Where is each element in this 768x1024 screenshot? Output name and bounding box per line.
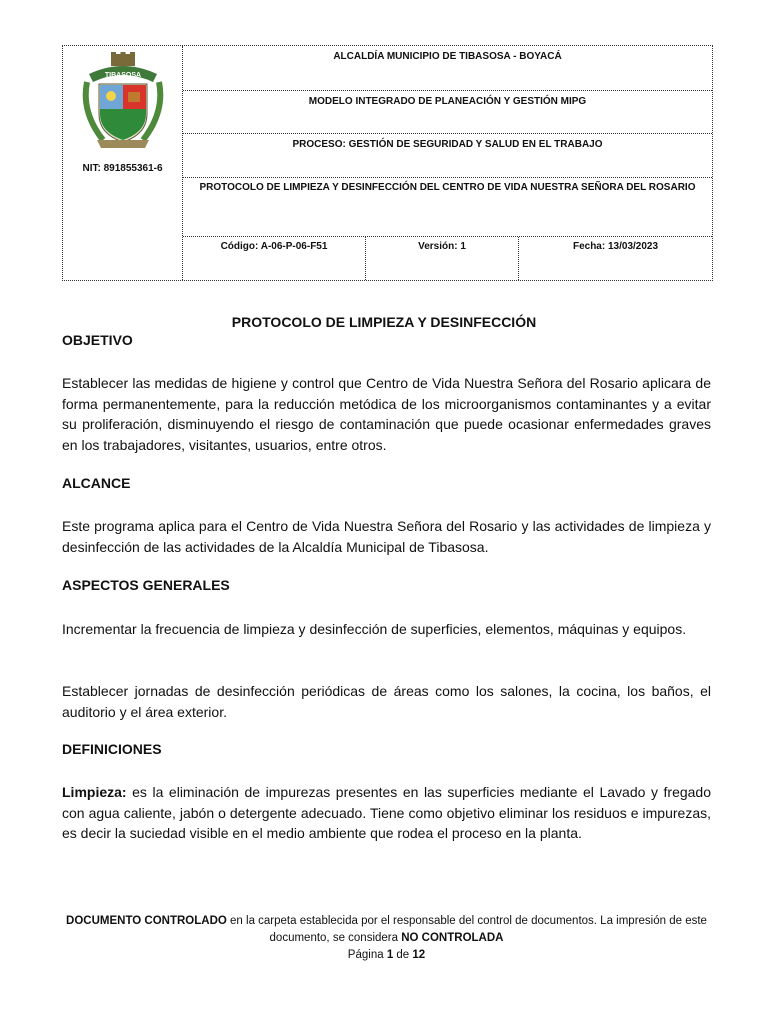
general-aspects-paragraph-1: Incrementar la frecuencia de limpieza y desinfección de superficies, elementos, máquinas y equipos.	[62, 621, 687, 637]
cleaning-definition	[62, 782, 711, 844]
objective-text: Establecer las medidas de higiene y control que Centro de Vida Nuestra Señora del Rosario aplicara de forma permanentemente, para la reducción metódica de los microorganismos contaminantes y a evitar su proliferación, disminuyendo el riesgo de contaminación que puede ocasionar enfermedades graves en los trabajadores, visitantes, usuarios, entre otros.	[62, 375, 711, 453]
process-name: PROCESO: GESTIÓN DE SEGURIDAD Y SALUD EN EL TRABAJO	[183, 134, 712, 178]
scope-text: Este programa aplica para el Centro de Vida Nuestra Señora del Rosario y las actividades de limpieza y desinfección de las actividades de la Alcaldía Municipal de Tibasosa.	[62, 518, 711, 555]
municipality-title: ALCALDÍA MUNICIPIO DE TIBASOSA - BOYACÁ	[183, 46, 712, 91]
page-of: de	[393, 949, 413, 961]
page-number: 1	[386, 949, 394, 961]
document-header	[62, 45, 713, 281]
general-aspects-paragraph-2: Establecer jornadas de desinfección periódicas de áreas como los salones, la cocina, los baños, el auditorio y el área exterior.	[62, 683, 711, 720]
document-title: PROTOCOLO DE LIMPIEZA Y DESINFECCIÓN	[231, 314, 537, 330]
management-model: MODELO INTEGRADO DE PLANEACIÓN Y GESTIÓN MIPG	[183, 91, 712, 134]
page-total: 12	[412, 949, 426, 961]
objective-heading: OBJETIVO	[62, 332, 133, 348]
svg-text:TIBASOSA: TIBASOSA	[104, 72, 142, 79]
document-metadata-row	[183, 237, 712, 280]
definitions-heading: DEFINICIONES	[62, 741, 162, 757]
document-version: Versión: 1	[366, 237, 519, 280]
municipal-coat-of-arms-icon	[81, 52, 165, 152]
controlled-label: DOCUMENTO CONTROLADO	[66, 915, 227, 927]
nit-number: NIT: 891855361-6	[82, 163, 163, 174]
controlled-text: en la carpeta establecida por el responsable del control de documentos. La impresión de este documento, se considera	[226, 915, 707, 944]
document-footer	[62, 913, 711, 964]
protocol-name: PROTOCOLO DE LIMPIEZA Y DESINFECCIÓN DEL CENTRO DE VIDA NUESTRA SEÑORA DEL ROSARIO	[183, 178, 712, 237]
cleaning-definition-text: es la eliminación de impurezas presentes en las superficies mediante el Lavado y fregado con agua caliente, jabón o detergente adecuado. Tiene como objetivo eliminar los residuos e impurezas, es decir la suciedad visible en el medio ambiente que rodea el proceso en la planta.	[62, 784, 711, 841]
document-date: Fecha: 13/03/2023	[572, 241, 659, 252]
not-controlled-label: NO CONTROLADA	[401, 932, 504, 944]
scope-heading: ALCANCE	[62, 475, 131, 491]
document-code: Código: A-06-P-06-F51	[183, 237, 366, 280]
page-prefix: Página	[347, 949, 387, 961]
general-aspects-heading: ASPECTOS GENERALES	[62, 577, 230, 593]
logo-cell	[63, 46, 183, 280]
cleaning-term: Limpieza:	[62, 784, 127, 800]
